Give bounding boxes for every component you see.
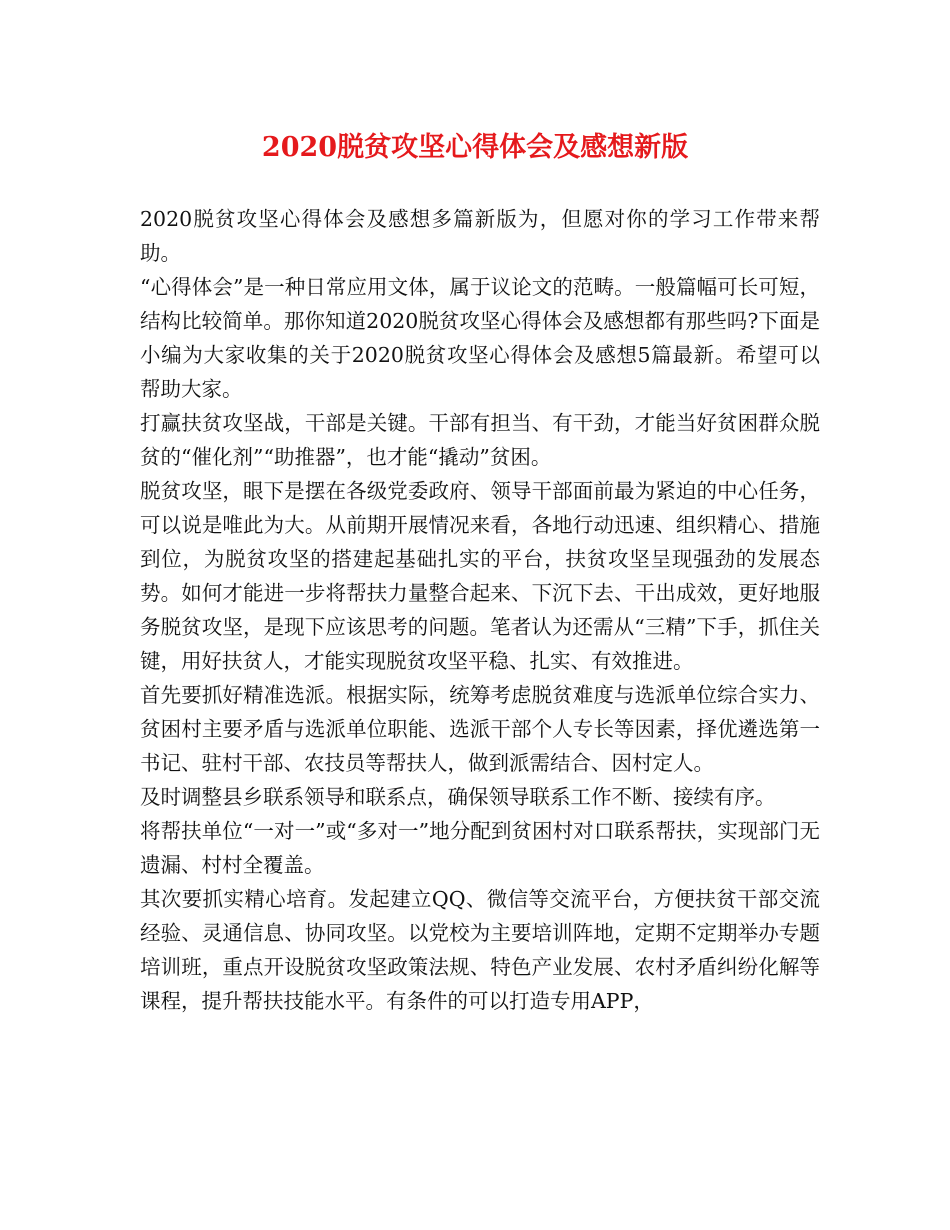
paragraph-adjust-contacts: 及时调整县乡联系领导和联系点，确保领导联系工作不断、接续有序。 bbox=[140, 785, 776, 809]
paragraph-central-task: 脱贫攻坚，眼下是摆在各级党委政府、领导干部面前最为紧迫的中心任务，可以说是唯此为大。从前期开展情况来看，各地行动迅速、组织精心、措施到位，为脱贫攻坚的搭建起基础扎实的平台，扶贫攻坚呈现强劲的发展态势。如何才能进一步将帮扶力量整合起来、下沉下去、干出成效，更好地服务脱贫攻坚，是现下应该思考的问题。笔者认为还需从“三精”下手，抓住关键，用好扶贫人，才能实现脱贫攻坚平稳、扎实、有效推进。 bbox=[140, 479, 820, 673]
paragraph-cadre-key: 打赢扶贫攻坚战，干部是关键。干部有担当、有干劲，才能当好贫困群众脱贫的“催化剂”“助推器”，也才能“撬动”贫困。 bbox=[140, 411, 820, 469]
paragraph-intro: 2020脱贫攻坚心得体会及感想多篇新版为，但愿对你的学习工作带来帮助。 bbox=[140, 207, 820, 265]
document-body bbox=[140, 202, 820, 1018]
paragraph-precise-selection: 首先要抓好精准选派。根据实际，统筹考虑脱贫难度与选派单位综合实力、贫困村主要矛盾与选派单位职能、选派干部个人专长等因素，择优遴选第一书记、驻村干部、农技员等帮扶人，做到派需结合、因村定人。 bbox=[140, 683, 820, 775]
paragraph-pairing: 将帮扶单位“一对一”或“多对一”地分配到贫困村对口联系帮扶，实现部门无遗漏、村村全覆盖。 bbox=[140, 819, 820, 877]
document-title: 2020脱贫攻坚心得体会及感想新版 bbox=[261, 132, 689, 163]
paragraph-training: 其次要抓实精心培育。发起建立QQ、微信等交流平台，方便扶贫干部交流经验、灵通信息、协同攻坚。以党校为主要培训阵地，定期不定期举办专题培训班，重点开设脱贫攻坚政策法规、特色产业发展、农村矛盾纠纷化解等课程，提升帮扶技能水平。有条件的可以打造专用APP， bbox=[140, 887, 820, 1013]
paragraph-definition: “心得体会”是一种日常应用文体，属于议论文的范畴。一般篇幅可长可短，结构比较简单。那你知道2020脱贫攻坚心得体会及感想都有那些吗?下面是小编为大家收集的关于2020脱贫攻坚心得体会及感想5篇最新。希望可以帮助大家。 bbox=[140, 275, 820, 401]
